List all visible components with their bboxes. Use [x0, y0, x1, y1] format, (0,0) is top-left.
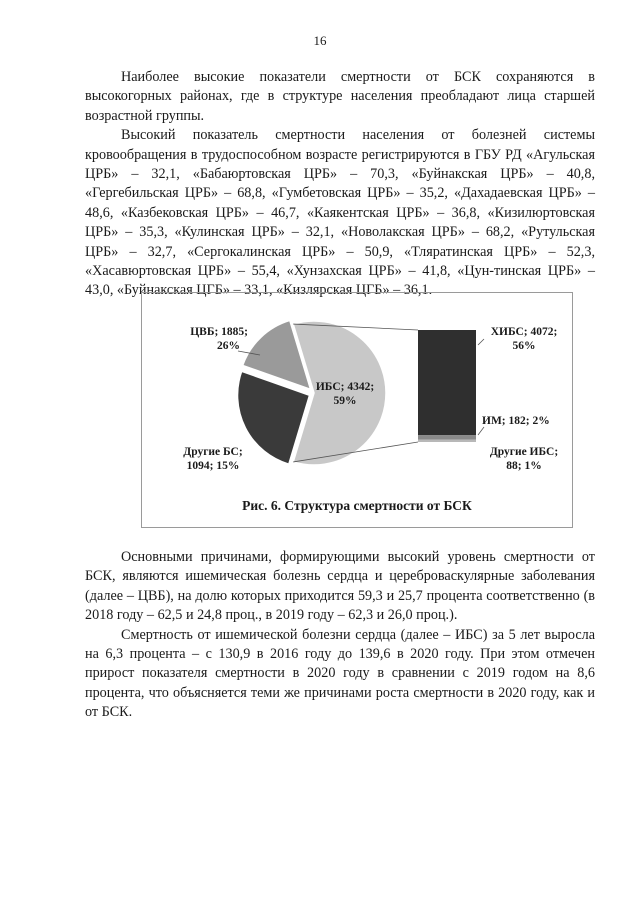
- figure-caption: Рис. 6. Структура смертности от БСК: [242, 498, 472, 513]
- leader-line: [478, 427, 484, 435]
- paragraph: Высокий показатель смертности населения от болезней системы кровообращения в трудоспособном возрасте регистрируются в ГБУ РД «Агульская ЦРБ» – 32,1, «Бабаюртовская ЦРБ» – 70,3, «Буйнакская ЦРБ» – 40,8, «Гергебильская ЦРБ» – 68,8, «Гумбетовская ЦРБ» – 35,2, «Дахадаевская ЦРБ» – 48,6, «Казбековская ЦРБ» – 46,7, «Каякентская ЦРБ» – 36,8, «Кизилюртовская ЦРБ» – 35,3, «Кулинская ЦРБ» – 32,1, «Новолакская ЦРБ» – 68,2, «Рутульская ЦРБ» – 32,7, «Сергокалинская ЦРБ» – 50,9, «Тляратинская ЦРБ» – 52,3, «Хасавюртовская ЦРБ» – 55,4, «Хунзахская ЦРБ» – 41,8, «Цун-тинская ЦРБ» – 43,0, «Буйнакская ЦГБ» – 33,1, «Кизлярская ЦГБ» – 36,1.: [85, 127, 595, 299]
- page-number: 16: [313, 33, 327, 48]
- label-ihd: ИБС; 4342; 59%: [315, 381, 375, 407]
- bar-segment-other_ihd: [418, 440, 476, 442]
- detail-bar: [418, 330, 476, 442]
- label-cvd: ЦВБ; 1885; 26%: [190, 326, 248, 352]
- paragraph: Основными причинами, формирующими высокий уровень смертности от БСК, являются ишемическая болезнь сердца и цереброваскулярные заболевания (далее – ЦВБ), на долю которых приходится 59,3 и 25,7 процента соответственно (в 2018 году – 62,5 и 24,8 проц., в 2019 году – 62,3 и 26,0 проц.).: [85, 549, 595, 624]
- text-section-2: [85, 548, 595, 723]
- paragraph: Наиболее высокие показатели смертности от БСК сохраняются в высокогорных районах, где в структуре населения преобладают лица старшей возрастной группы.: [85, 69, 595, 124]
- bar-segment-chronic_ihd: [418, 330, 476, 435]
- label-mi: ИМ; 182; 2%: [482, 415, 550, 427]
- label-chronic-ihd: ХИБС; 4072; 56%: [490, 326, 558, 352]
- bar-segment-mi: [418, 435, 476, 440]
- figure-structure-mortality: [141, 292, 573, 528]
- label-other-bs: Другие БС; 1094; 15%: [183, 446, 243, 472]
- paragraph: Смертность от ишемической болезни сердца (далее – ИБС) за 5 лет выросла на 6,3 процента – с 130,9 в 2016 году до 139,6 в 2020 году. При этом отмечен прирост показателя смертности в 2020 году в сравнении с 2019 годом на 8,6 процента, что объясняется теми же причинами роста смертности в 2020 году, как и от БСК.: [85, 626, 595, 721]
- text-section-1: [85, 68, 595, 301]
- label-other-ihd: Другие ИБС; 88; 1%: [489, 446, 559, 472]
